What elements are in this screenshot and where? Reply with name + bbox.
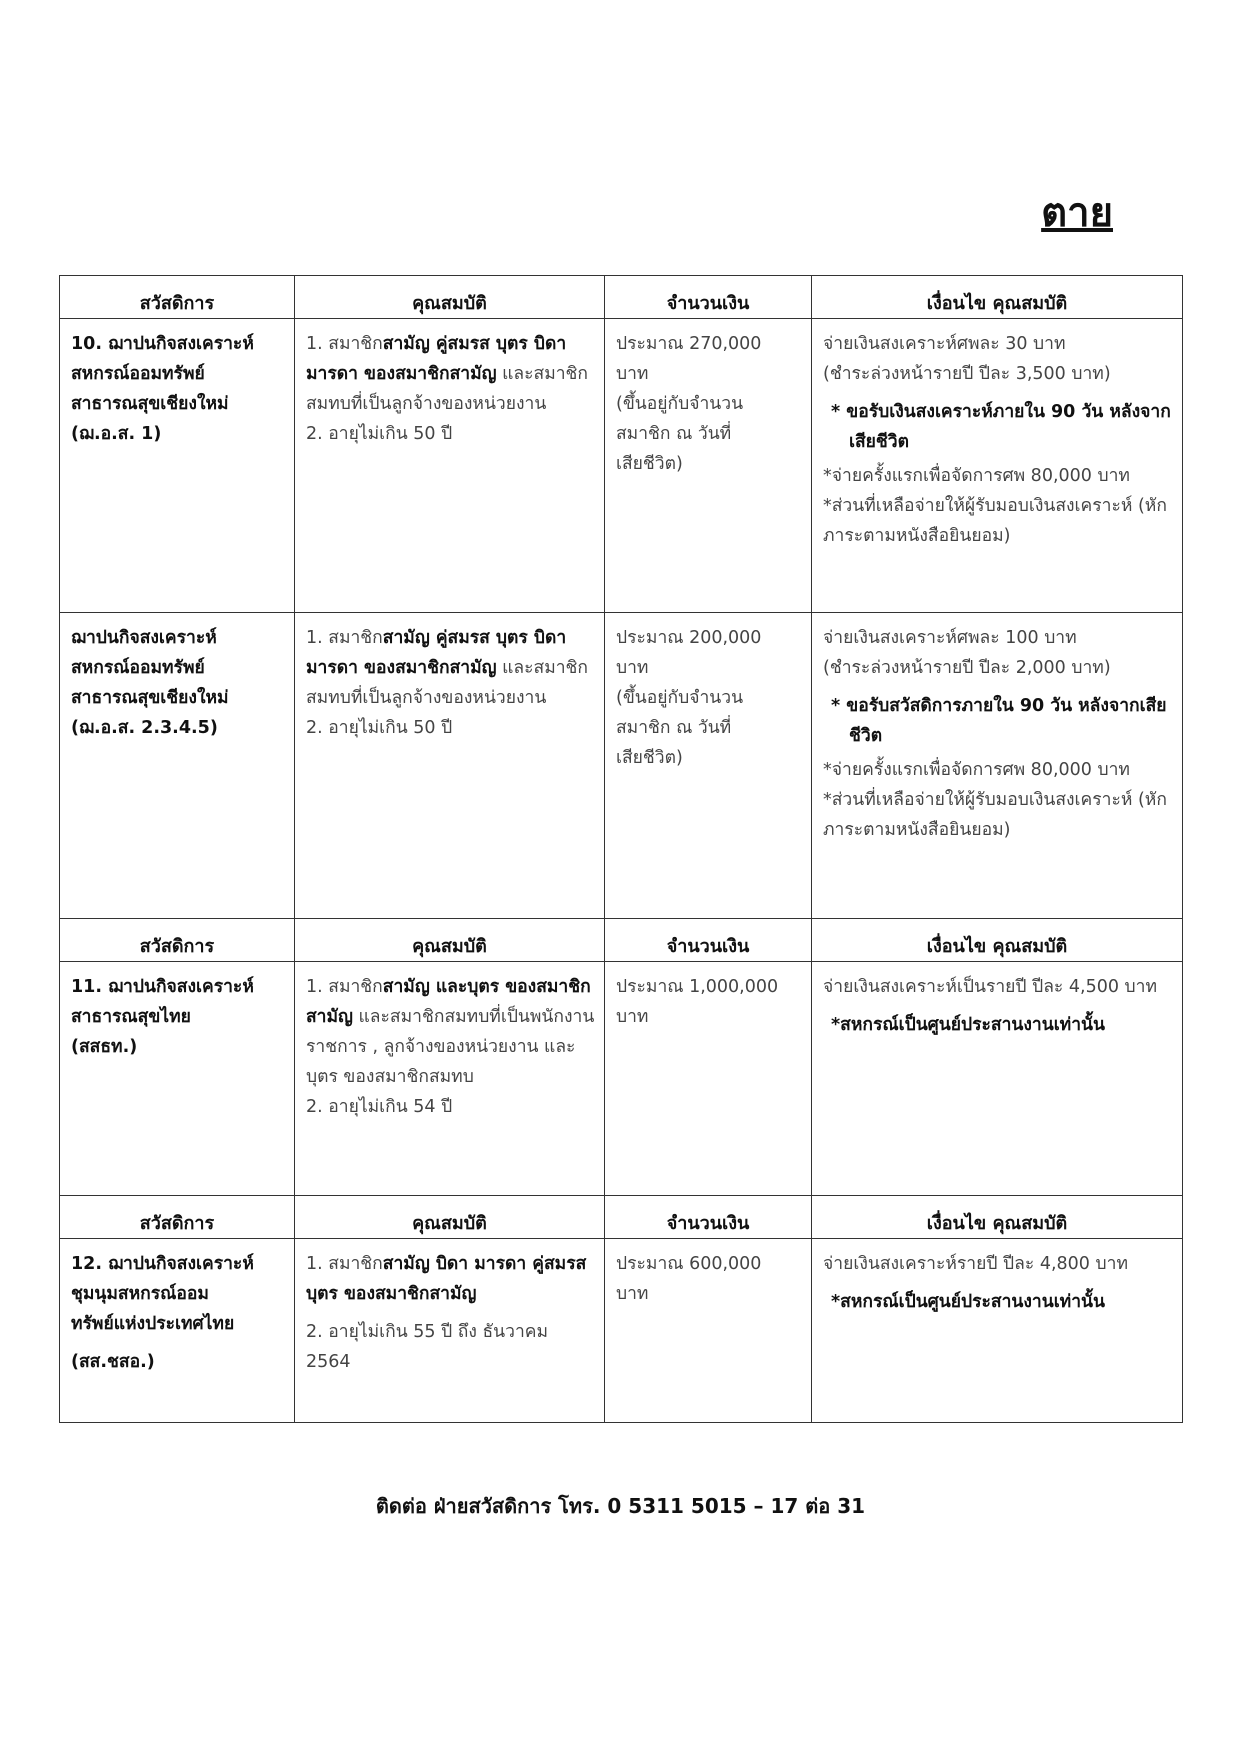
cond-pay: จ่ายเงินสงเคราะห์รายปี ปีละ 4,800 บาท — [823, 1254, 1128, 1274]
condition-cell — [812, 613, 1183, 919]
cond-prepay: (ชำระล่วงหน้ารายปี ปีละ 3,500 บาท) — [823, 364, 1111, 384]
qual-prefix: 1. สมาชิก — [306, 628, 383, 648]
qualification-cell — [295, 1239, 605, 1423]
cond-emphasis: *สหกรณ์เป็นศูนย์ประสานงานเท่านั้น — [831, 1292, 1105, 1312]
cond-pay: จ่ายเงินสงเคราะห์ศพละ 100 บาท — [823, 628, 1077, 648]
welfare-name-cell — [60, 319, 295, 613]
cond-emphasis: * ขอรับเงินสงเคราะห์ภายใน 90 วัน หลังจากเสียชีวิต — [831, 402, 1171, 452]
amount-line: เสียชีวิต) — [616, 748, 683, 768]
cond-note: *ส่วนที่เหลือจ่ายให้ผู้รับมอบเงินสงเคราะห์ (หักภาระตามหนังสือยินยอม) — [823, 790, 1167, 840]
qual-bold: สามัญ คู่สมรส บุตร บิดา มารดา ของสมาชิกสามัญ — [306, 334, 567, 384]
welfare-name-line: (ฌ.อ.ส. 1) — [71, 424, 162, 444]
amount-line: (ขึ้นอยู่กับจำนวน — [616, 688, 744, 708]
welfare-name-line: สหกรณ์ออมทรัพย์ — [71, 364, 205, 384]
welfare-name-cell — [60, 613, 295, 919]
table-row — [60, 613, 1183, 919]
welfare-name-line: สาธารณสุขไทย — [71, 1007, 191, 1027]
table-header-row — [60, 1196, 1183, 1239]
amount-line: ประมาณ 1,000,000 — [616, 977, 779, 997]
amount-line: บาท — [616, 364, 649, 384]
page-heading: ตาย — [1041, 190, 1113, 236]
welfare-name-line: (ฌ.อ.ส. 2.3.4.5) — [71, 718, 218, 738]
header-amount: จำนวนเงิน — [605, 919, 812, 962]
header-condition: เงื่อนไข คุณสมบัติ — [812, 1196, 1183, 1239]
amount-line: ประมาณ 270,000 — [616, 334, 762, 354]
welfare-name-line: 12. ฌาปนกิจสงเคราะห์ — [71, 1254, 254, 1274]
qual-prefix: 1. สมาชิก — [306, 977, 383, 997]
header-welfare: สวัสดิการ — [60, 919, 295, 962]
welfare-name-line: 10. ฌาปนกิจสงเคราะห์ — [71, 334, 254, 354]
amount-line: บาท — [616, 658, 649, 678]
qual-prefix: 1. สมาชิก — [306, 1254, 383, 1274]
table-header-row — [60, 919, 1183, 962]
qual-age: 2. อายุไม่เกิน 54 ปี — [306, 1097, 453, 1117]
amount-cell — [605, 962, 812, 1196]
cond-note: *ส่วนที่เหลือจ่ายให้ผู้รับมอบเงินสงเคราะห์ (หักภาระตามหนังสือยินยอม) — [823, 496, 1167, 546]
condition-cell — [812, 962, 1183, 1196]
welfare-name-line: ทรัพย์แห่งประเทศไทย — [71, 1314, 235, 1334]
amount-line: เสียชีวิต) — [616, 454, 683, 474]
amount-line: (ขึ้นอยู่กับจำนวน — [616, 394, 744, 414]
welfare-name-line: ฌาปนกิจสงเคราะห์ — [71, 628, 217, 648]
qual-rest: และสมาชิกสมทบที่เป็นลูกจ้างของหน่วยงาน — [306, 364, 589, 414]
header-condition: เงื่อนไข คุณสมบัติ — [812, 919, 1183, 962]
cond-emphasis: * ขอรับสวัสดิการภายใน 90 วัน หลังจากเสียชีวิต — [831, 696, 1167, 746]
qualification-cell — [295, 319, 605, 613]
header-qualification: คุณสมบัติ — [295, 919, 605, 962]
cond-note: *จ่ายครั้งแรกเพื่อจัดการศพ 80,000 บาท — [823, 760, 1130, 780]
welfare-table-container — [59, 275, 1182, 1423]
condition-cell — [812, 1239, 1183, 1423]
amount-cell — [605, 319, 812, 613]
welfare-name-line: ชุมนุมสหกรณ์ออม — [71, 1284, 209, 1304]
amount-line: สมาชิก ณ วันที่ — [616, 718, 732, 738]
cond-pay: จ่ายเงินสงเคราะห์ศพละ 30 บาท — [823, 334, 1066, 354]
welfare-name-cell — [60, 1239, 295, 1423]
qualification-cell — [295, 613, 605, 919]
header-welfare: สวัสดิการ — [60, 276, 295, 319]
amount-line: ประมาณ 600,000 — [616, 1254, 762, 1274]
cond-emphasis: *สหกรณ์เป็นศูนย์ประสานงานเท่านั้น — [831, 1015, 1105, 1035]
qual-age: 2. อายุไม่เกิน 50 ปี — [306, 424, 453, 444]
condition-cell — [812, 319, 1183, 613]
qual-bold: สามัญ และบุตร ของสมาชิกสามัญ — [306, 977, 591, 1027]
qual-rest: และสมาชิกสมทบที่เป็นลูกจ้างของหน่วยงาน — [306, 658, 589, 708]
header-qualification: คุณสมบัติ — [295, 276, 605, 319]
qual-prefix: 1. สมาชิก — [306, 334, 383, 354]
table-row — [60, 1239, 1183, 1423]
amount-line: ประมาณ 200,000 — [616, 628, 762, 648]
cond-prepay: (ชำระล่วงหน้ารายปี ปีละ 2,000 บาท) — [823, 658, 1111, 678]
header-amount: จำนวนเงิน — [605, 1196, 812, 1239]
welfare-name-line: (สส.ชสอ.) — [71, 1352, 155, 1372]
qual-rest: และสมาชิกสมทบที่เป็นพนักงานราชการ , ลูกจ้างของหน่วยงาน และบุตร ของสมาชิกสมทบ — [306, 1007, 595, 1087]
welfare-name-line: 11. ฌาปนกิจสงเคราะห์ — [71, 977, 254, 997]
header-qualification: คุณสมบัติ — [295, 1196, 605, 1239]
welfare-name-line: (สสธท.) — [71, 1037, 138, 1057]
contact-footer: ติดต่อ ฝ่ายสวัสดิการ โทร. 0 5311 5015 – 17 ต่อ 31 — [375, 1494, 866, 1518]
welfare-name-line: สหกรณ์ออมทรัพย์ — [71, 658, 205, 678]
qual-bold: สามัญ คู่สมรส บุตร บิดา มารดา ของสมาชิกสามัญ — [306, 628, 567, 678]
qual-bold: สามัญ บิดา มารดา คู่สมรส บุตร ของสมาชิกสามัญ — [306, 1254, 587, 1304]
qualification-cell — [295, 962, 605, 1196]
header-condition: เงื่อนไข คุณสมบัติ — [812, 276, 1183, 319]
table-row — [60, 962, 1183, 1196]
table-header-row — [60, 276, 1183, 319]
cond-note: *จ่ายครั้งแรกเพื่อจัดการศพ 80,000 บาท — [823, 466, 1130, 486]
welfare-name-cell — [60, 962, 295, 1196]
amount-line: บาท — [616, 1007, 649, 1027]
qual-age: 2. อายุไม่เกิน 55 ปี ถึง ธันวาคม 2564 — [306, 1322, 549, 1372]
welfare-name-line: สาธารณสุขเชียงใหม่ — [71, 394, 229, 414]
amount-line: บาท — [616, 1284, 649, 1304]
table-row — [60, 319, 1183, 613]
header-welfare: สวัสดิการ — [60, 1196, 295, 1239]
amount-cell — [605, 1239, 812, 1423]
welfare-name-line: สาธารณสุขเชียงใหม่ — [71, 688, 229, 708]
qual-age: 2. อายุไม่เกิน 50 ปี — [306, 718, 453, 738]
header-amount: จำนวนเงิน — [605, 276, 812, 319]
amount-line: สมาชิก ณ วันที่ — [616, 424, 732, 444]
welfare-table — [59, 275, 1183, 1423]
amount-cell — [605, 613, 812, 919]
cond-pay: จ่ายเงินสงเคราะห์เป็นรายปี ปีละ 4,500 บาท — [823, 977, 1158, 997]
